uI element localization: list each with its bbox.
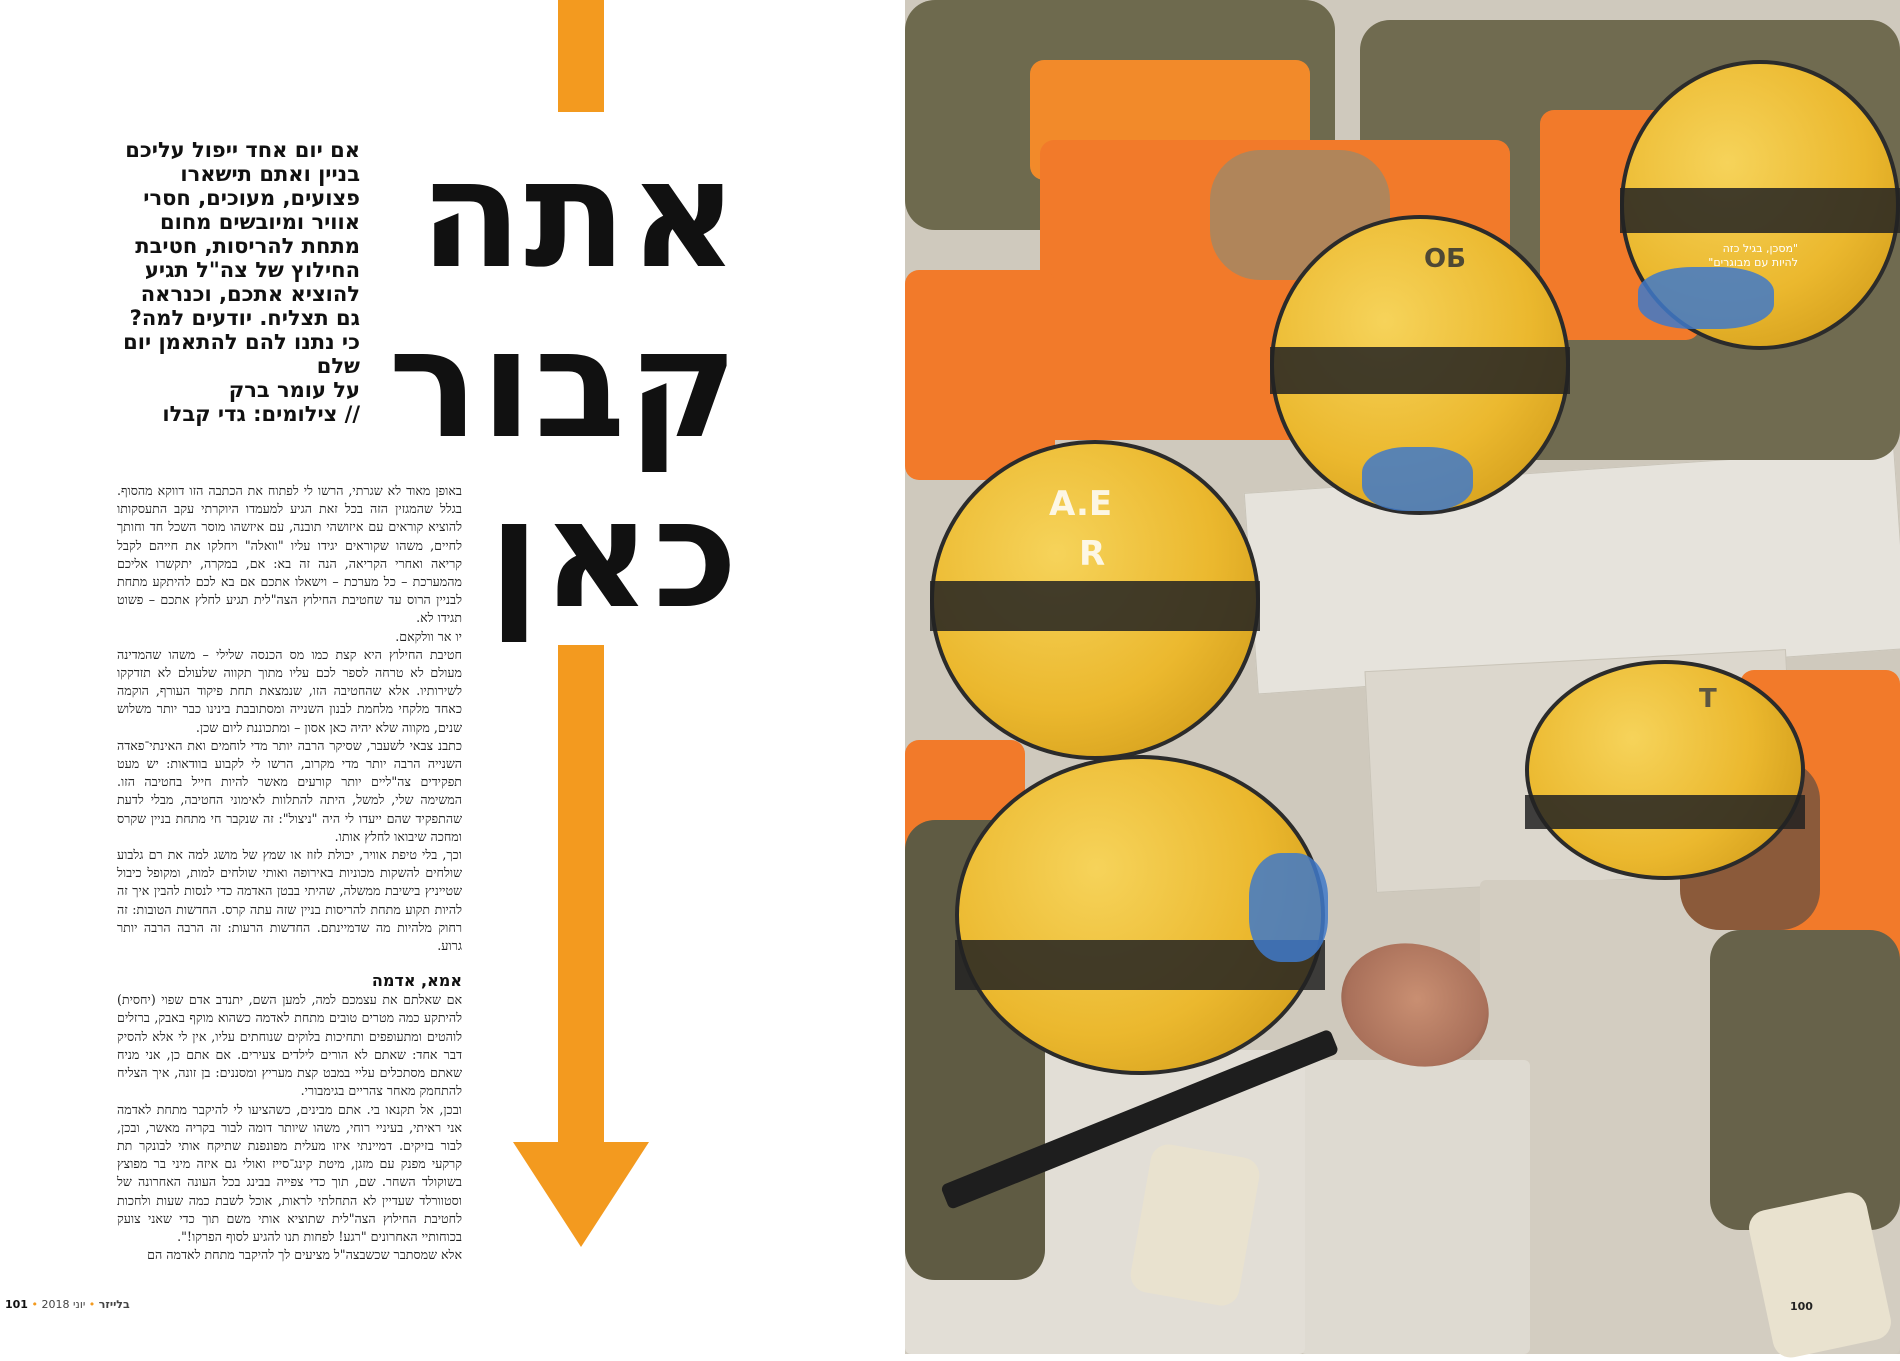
body-paragraph: אם שאלתם את עצמכם למה, למען השם, יתנדב אדם שפוי (יחסית) להיתקע כמה מטרים טובים מתחת לאדמה כשהוא מוקף באבק, ברזלים לוהטים ומתעופפים ותחיכות בלוקים שנוחתים עליו, אין לי אלא להסיק דבר אחד: שאתם לא הורים לילדים צעירים. אם אתם כן, אני מניח שאתם מסתכלים עליי במבט קצת מעריץ ומסננים: בן זונה, איך הצליח להתחמק מאחר צהריים בגימבורי. [117,992,462,1099]
title-line: אתה [419,128,740,302]
body-paragraph: יו אר וולקאם. [395,628,462,644]
helmet-mark: Т [1699,684,1717,714]
helmet-strap [930,581,1260,631]
page-folio [5,1298,130,1311]
body-paragraph: ובכן, אל תקנאו בי. אתם מבינים, כשהציעו לי להיקבר מתחת לאדמה אני ראיתי, בעיניי רוחי, משהו שיותר דומה לבור בקריה מאשר, ובכן, לבור בזיקים. דמיינתי איזו מעלית מפונפנת שתיקח אותי לבונקר תת קרקעי מפנק עם מזגן, מיטת קינג־סייז ואולי גם איזה מיני בר מפוצץ בשוקולד השחר. שם, תוך כדי צפייה בבינג בכל העונה האחרונה של וסטוורלד שעדיין לא התחלתי לראות, אוכל לשבת כמה שעות ולחכות לחטיבת החילוץ הצה"לית שתוציא אותי משם תוך כדי שאני צועק בכוחותיי האחרונים "רגע! לפחות תנו להגיע לסוף הפרקו!". [117,1101,462,1244]
page-number-right: 100 [1790,1300,1813,1313]
photo-caption: "מסכן, בגיל כזה להיות עם מבוגרים" [1708,242,1798,269]
helmet-strap [1620,188,1900,233]
lede-text: אם יום אחד ייפול עליכם בניין ואתם תישארו פצועים, מעוכים, חסרי אוויר ומיובשים מחום מתחת להריסות, חטיבת החילוץ של צה"ל תגיע להוציא אתכם, וכנראה גם תצליח. יודעים למה? כי נתנו להם להתאמן יום שלם [123,138,360,378]
helmet [930,440,1260,760]
title-line: כאן [488,468,740,642]
title-line: קבור [388,298,740,472]
issue-date: יוני 2018 [41,1298,86,1311]
helmet-strap [1270,347,1570,394]
helmet [1620,60,1900,350]
separator-dot: • [88,1298,96,1311]
helmet-strap [1525,795,1805,829]
soldier-body [1710,930,1900,1230]
goggles [1638,267,1774,329]
helmet [1270,215,1570,515]
author-credit: על עומר ברק [228,378,360,402]
article-lede [110,138,360,426]
goggles [1362,447,1473,511]
helmet-mark: R [1079,534,1106,574]
arrow-shaft [558,645,604,1155]
magazine-name: בלייזר [98,1298,130,1311]
photo-credit: // צילומים: גדי קבלו [162,402,360,426]
body-paragraph: אלא שמסתבר שכשבצה"ל מציעים לך להיקבר מתחת לאדמה הם [147,1247,462,1263]
helmet [1525,660,1805,880]
goggles [1249,853,1329,962]
page-number: 101 [5,1298,28,1311]
helmet-mark: ОБ [1424,244,1466,274]
article-body [117,482,462,1264]
body-paragraph: כתבנ צבאי לשעבר, שסיקר הרבה יותר מדי לוחמים ואת האינתי־פאדה השנייה הרבה יותר מדי מקרוב, הרשו לי לקבוע בוודאות: יש מעט תפקידים צה"ליים יותר קורעים מאשר להיות חייל בחטיבה הזו. המשימה שלי, למשל, היתה להתלוות לאימוני החטיבה, מבלי לדעת שהתפקיד שהם ייעדו לי היה "ניצול": זה שנקבר חי מתחת בניין שקרס ומחכה שיבואו לחלץ אותו. [117,737,462,844]
section-heading: אמא, אדמה [371,971,462,991]
rubble [1300,1060,1530,1354]
safety-vest [905,270,1055,480]
body-paragraph: וכך, בלי טיפת אוויר, יכולת לזוז או שמץ של מושג למה את רם גלבוע שולחים להשקות מכוניות באירופה ואותי שולחים למות, ומקופל כיבול שטייניץ בישיבת ממשלה, שהיתי בבטן האדמה כדי לנסות להבין איך זה להיות תקוע מתחת להריסות בניין שזה עתה קרס. החדשות הטובות: זה רחוק מלהיות מה שדמיינתם. החדשות הרעות: זה הרבה הרבה יותר גרוע. [117,847,462,954]
left-page [0,0,905,1354]
separator-dot: • [31,1298,38,1311]
arrow-down-icon [513,1142,649,1247]
arrow-top-bar [558,0,604,112]
helmet-mark: A.E [1049,484,1113,524]
body-paragraph: באופן מאוד לא שגרתי, הרשו לי לפתוח את הכתבה הזו דווקא מהסוף. בגלל שהמגזין הזה בכל זאת הגיע למעמדו היוקרתי עקב התעסקותו להוציא קוראים עם איזושהי תובנה, עם איזשהו מוסר השכל חד וחותך לחיים, משהו שקוראים יגידו עליו "וואלה" ויחלקו את חייהם לקבל קריאה ואחרי הקריאה, הנה זה בא: אם, במקרה, יתקשרו אליכם מהמערכת – כל מערכת – וישאלו אתכם אם בא לכם להיתקע מתחת לבניין הרוס עד שחטיבת החילוץ הצה"לית תגיע לחלץ אתכם – פשוט תגידו לא. [117,483,462,626]
helmet [955,755,1325,1075]
body-paragraph: חטיבת החילוץ היא קצת כמו מס הכנסה שלילי – משהו שהמדינה מעולם לא טרחה לספר לכם עליו מתוך תקווה שלעולם לא תזדקקו לשירותיו. אלא שהחטיבה הזו, שנמצאת תחת פיקוד העורף, הוקמה כאחד מלקחי מלחמת לבנון השנייה ומסתובבת בינינו כבר יותר משלוש שנים, מקווה שלא יהיה כאן אסון – ומתכוננת ליום שכן. [117,646,462,735]
